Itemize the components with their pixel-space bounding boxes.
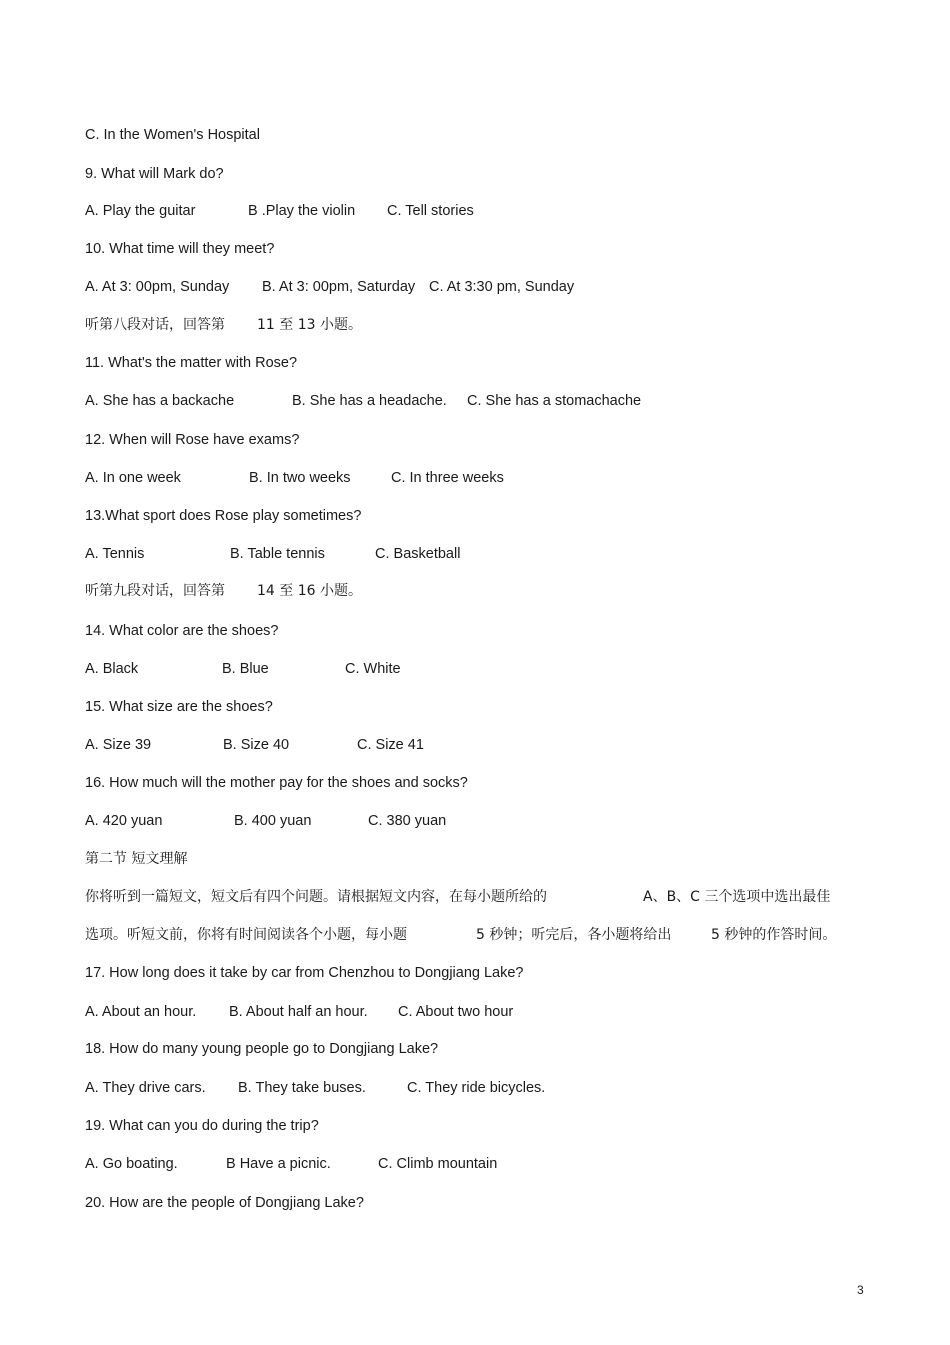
option-b: B. At 3: 00pm, Saturday (262, 279, 416, 295)
option-b: B. Table tennis (230, 546, 325, 562)
option-a: A. They drive cars. (85, 1080, 206, 1096)
question-16: 16. How much will the mother pay for the shoes and socks? (85, 775, 468, 791)
option-b: B. Size 40 (223, 737, 290, 753)
instruction-text: A、B、C 三个选项中选出最佳 (643, 889, 831, 905)
option-b: B. In two weeks (249, 470, 351, 486)
option-b: B Have a picnic. (226, 1156, 331, 1172)
option-c: C. At 3:30 pm, Sunday (429, 279, 575, 295)
option-a: A. In one week (85, 470, 181, 486)
option-b: B. She has a headache. (292, 393, 447, 409)
option-a: A. At 3: 00pm, Sunday (85, 279, 230, 295)
question-9: 9. What will Mark do? (85, 166, 224, 182)
question-12: 12. When will Rose have exams? (85, 432, 300, 448)
page-number: 3 (857, 1283, 864, 1297)
instruction-text: 你将听到一篇短文，短文后有四个问题。请根据短文内容，在每小题所给的 (85, 889, 547, 905)
instruction-text: 听第八段对话，回答第 (85, 317, 225, 333)
option-b: B. About half an hour. (229, 1004, 368, 1020)
question-18: 18. How do many young people go to Dongjiang Lake? (85, 1041, 439, 1057)
instruction-text: 5 秒钟；听完后，各小题将给出 (476, 927, 672, 943)
option-a: A. 420 yuan (85, 813, 163, 829)
option-c: C. Tell stories (387, 203, 474, 219)
instruction-range: 11 至 13 小题。 (257, 317, 362, 333)
option-c: C. 380 yuan (368, 813, 447, 829)
option-a: A. Tennis (85, 546, 145, 562)
instruction-range: 14 至 16 小题。 (257, 583, 362, 599)
instruction-text: 听第九段对话，回答第 (85, 583, 225, 599)
option-a: A. Play the guitar (85, 203, 196, 219)
option-b: B. Blue (222, 661, 269, 677)
question-17: 17. How long does it take by car from Chenzhou to Dongjiang Lake? (85, 965, 524, 981)
question-11: 11. What's the matter with Rose? (85, 355, 298, 371)
option-a: A. She has a backache (85, 393, 235, 409)
option-c: C. Climb mountain (378, 1156, 498, 1172)
question-13: 13.What sport does Rose play sometimes? (85, 508, 362, 524)
option-c: C. They ride bicycles. (407, 1080, 546, 1096)
option-c: C. About two hour (398, 1004, 514, 1020)
option-c: C. Basketball (375, 546, 461, 562)
option-b: B. They take buses. (238, 1080, 366, 1096)
question-19: 19. What can you do during the trip? (85, 1118, 319, 1134)
option-a: A. Size 39 (85, 737, 152, 753)
question-20: 20. How are the people of Dongjiang Lake? (85, 1195, 364, 1211)
option-a: A. Go boating. (85, 1156, 178, 1172)
part-2-heading: 第二节 短文理解 (85, 851, 188, 867)
question-15: 15. What size are the shoes? (85, 699, 273, 715)
question-10: 10. What time will they meet? (85, 241, 275, 257)
option-a: A. Black (85, 661, 139, 677)
option-c: C. White (345, 661, 401, 677)
option-c: C. In three weeks (391, 470, 504, 486)
option-c: C. She has a stomachache (467, 393, 642, 409)
option-line: C. In the Women's Hospital (85, 127, 260, 143)
option-b: B .Play the violin (248, 203, 356, 219)
instruction-text: 5 秒钟的作答时间。 (711, 927, 837, 943)
instruction-text: 选项。听短文前，你将有时间阅读各个小题，每小题 (85, 927, 407, 943)
option-c: C. Size 41 (357, 737, 424, 753)
option-a: A. About an hour. (85, 1004, 197, 1020)
question-14: 14. What color are the shoes? (85, 623, 279, 639)
option-b: B. 400 yuan (234, 813, 312, 829)
